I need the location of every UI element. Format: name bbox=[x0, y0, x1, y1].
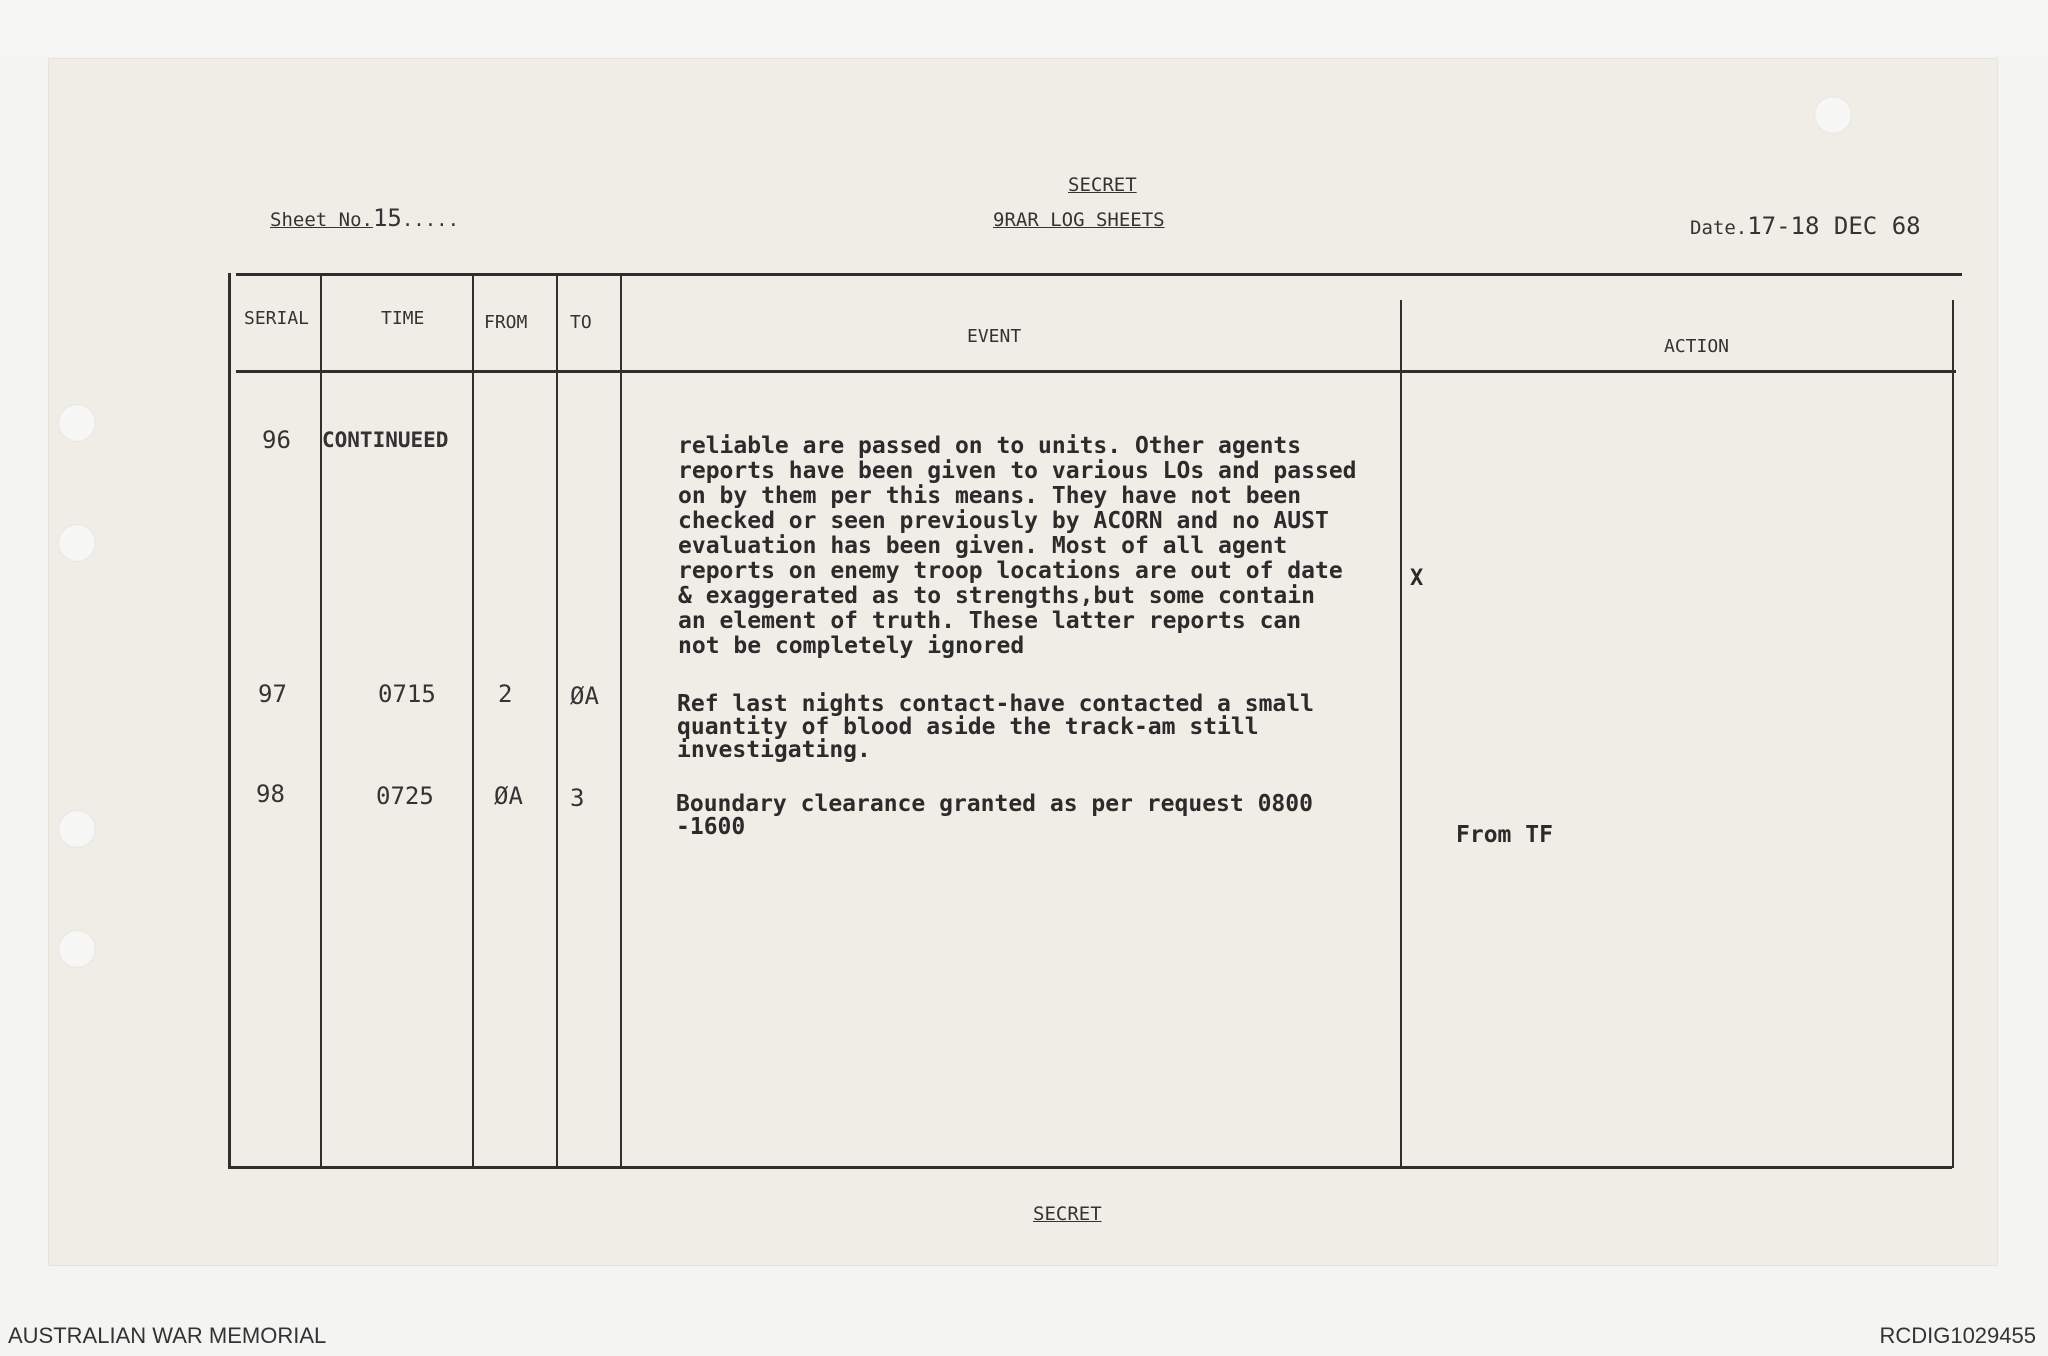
divider-from-to bbox=[556, 273, 558, 1168]
date-label: Date. bbox=[1690, 217, 1748, 239]
divider-event-action bbox=[1400, 300, 1402, 1168]
row-event: reliable are passed on to units. Other agents reports have been given to various LOs and passed on by them per this means. They have not been checked or seen previously by ACORN and no AUST evaluation has been given. Most of all agent reports on enemy troop locations are out of date & exaggerated as to strengths,but some contain an element of truth. These latter reports can not be completely ignored bbox=[678, 433, 1357, 659]
row-action: From TF bbox=[1456, 822, 1553, 848]
row-time: CONTINUEED bbox=[322, 428, 449, 452]
column-header-event: EVENT bbox=[967, 326, 1022, 347]
table-bottom-border bbox=[228, 1166, 1952, 1169]
row-time: 0725 bbox=[376, 782, 434, 810]
sheet-number-value: 15 bbox=[372, 204, 402, 232]
security-classification-top: SECRET bbox=[1068, 174, 1137, 196]
punch-hole bbox=[1814, 96, 1852, 134]
row-event: Ref last nights contact-have contacted a small quantity of blood aside the track-am still investigating. bbox=[677, 691, 1314, 763]
scan-top-band bbox=[0, 0, 2048, 56]
date-value: 17-18 DEC 68 bbox=[1747, 212, 1921, 240]
sheet-date bbox=[1690, 212, 1921, 240]
row-serial: 96 bbox=[262, 426, 291, 454]
security-classification-bottom: SECRET bbox=[1033, 1203, 1102, 1225]
record-reference: RCDIG1029455 bbox=[1879, 1323, 2036, 1348]
divider-serial-time bbox=[320, 273, 322, 1168]
column-header-from: FROM bbox=[484, 312, 528, 333]
row-event: Boundary clearance granted as per request 0800 -1600 bbox=[676, 791, 1313, 840]
row-serial: 98 bbox=[256, 780, 285, 808]
sheet-number-label: Sheet No. bbox=[270, 209, 373, 231]
document-title: 9RAR LOG SHEETS bbox=[993, 209, 1165, 231]
table-left-border bbox=[228, 273, 231, 1168]
row-to: ØA bbox=[570, 682, 599, 710]
column-header-serial: SERIAL bbox=[244, 308, 310, 329]
table-right-border bbox=[1952, 300, 1954, 1168]
row-time: 0715 bbox=[378, 680, 436, 708]
punch-hole bbox=[58, 524, 96, 562]
row-from: 2 bbox=[498, 680, 513, 708]
column-header-time: TIME bbox=[381, 308, 425, 329]
header-bottom-border bbox=[236, 370, 1956, 373]
column-header-action: ACTION bbox=[1664, 336, 1730, 357]
divider-to-event bbox=[620, 273, 622, 1168]
row-serial: 97 bbox=[258, 680, 287, 708]
row-from: ØA bbox=[494, 782, 523, 810]
punch-hole bbox=[58, 810, 96, 848]
divider-time-from bbox=[472, 273, 474, 1168]
sheet-number-dots: ..... bbox=[401, 209, 460, 231]
column-header-to: TO bbox=[570, 312, 592, 333]
punch-hole bbox=[58, 404, 96, 442]
table-top-border bbox=[236, 273, 1962, 276]
punch-hole bbox=[58, 930, 96, 968]
margin-mark: X bbox=[1410, 566, 1424, 591]
sheet-number bbox=[270, 204, 459, 232]
row-to: 3 bbox=[570, 784, 585, 812]
institution-credit: AUSTRALIAN WAR MEMORIAL bbox=[8, 1323, 327, 1348]
